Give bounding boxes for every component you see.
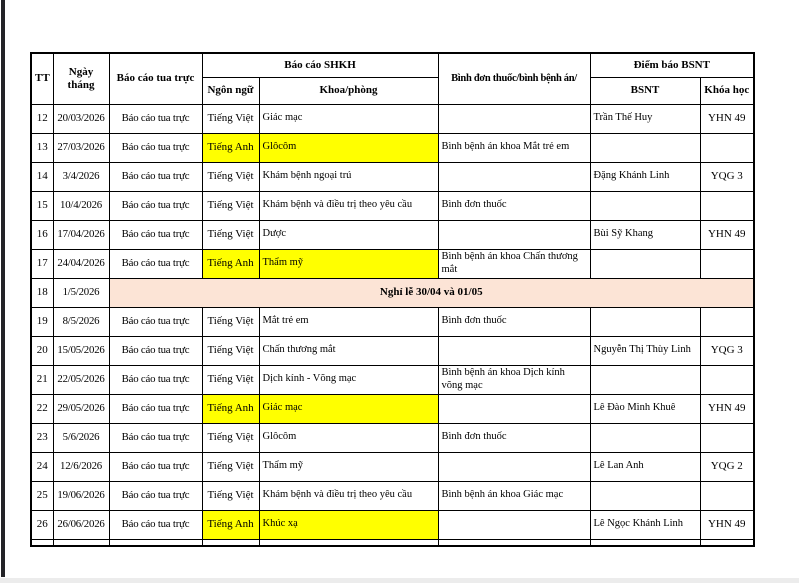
cell-language: Tiếng Việt (202, 423, 259, 452)
header-khoa-phong: Khoa/phòng (259, 77, 438, 104)
cell-khoa-phong: Mắt trẻ em (259, 307, 438, 336)
cell-empty (438, 539, 590, 546)
table-row (31, 510, 754, 539)
header-bao-cao-tua-truc: Báo cáo tua trực (109, 53, 202, 104)
table-row (31, 452, 754, 481)
cell-tua-truc: Báo cáo tua trực (109, 452, 202, 481)
cell-tt: 26 (31, 510, 53, 539)
cell-tua-truc: Báo cáo tua trực (109, 423, 202, 452)
cell-date: 8/5/2026 (53, 307, 109, 336)
cell-language: Tiếng Việt (202, 307, 259, 336)
cell-tt: 24 (31, 452, 53, 481)
cell-tua-truc: Báo cáo tua trực (109, 249, 202, 278)
table-row (31, 191, 754, 220)
cell-bsnt-name (590, 307, 700, 336)
cell-language: Tiếng Anh (202, 510, 259, 539)
cell-date: 1/5/2026 (53, 278, 109, 307)
cell-tua-truc: Báo cáo tua trực (109, 162, 202, 191)
cell-khoa-phong: Khám bệnh ngoại trú (259, 162, 438, 191)
cell-khoa-phong: Khám bệnh và điều trị theo yêu cầu (259, 481, 438, 510)
cell-khoa-hoc (700, 423, 754, 452)
cell-empty (590, 539, 700, 546)
cell-language: Tiếng Việt (202, 104, 259, 133)
cell-tt: 25 (31, 481, 53, 510)
holiday-row (31, 278, 754, 307)
table-row (31, 220, 754, 249)
cell-khoa-phong: Khúc xạ (259, 510, 438, 539)
header-binh-don-thuoc: Bình đơn thuốc/bình bệnh án/ (438, 53, 590, 104)
cell-khoa-hoc: YHN 49 (700, 394, 754, 423)
cell-khoa-phong: Giác mạc (259, 104, 438, 133)
cell-binh: Bình bệnh án khoa Dịch kính võng mạc (438, 365, 590, 394)
table-row (31, 249, 754, 278)
header-diem-bao-bsnt: Điểm báo BSNT (590, 53, 754, 77)
cell-date: 12/6/2026 (53, 452, 109, 481)
cell-bsnt-name (590, 423, 700, 452)
cell-bsnt-name: Nguyễn Thị Thùy Linh (590, 336, 700, 365)
cell-bsnt-name: Lê Lan Anh (590, 452, 700, 481)
table-row (31, 307, 754, 336)
cell-khoa-phong: Giác mạc (259, 394, 438, 423)
header-bsnt: BSNT (590, 77, 700, 104)
cell-empty (53, 539, 109, 546)
header-tt: TT (31, 53, 53, 104)
cell-tt: 16 (31, 220, 53, 249)
cell-date: 3/4/2026 (53, 162, 109, 191)
cell-binh (438, 220, 590, 249)
cell-language: Tiếng Anh (202, 133, 259, 162)
cell-date: 27/03/2026 (53, 133, 109, 162)
cell-khoa-phong: Dược (259, 220, 438, 249)
cell-bsnt-name: Lê Đào Minh Khuê (590, 394, 700, 423)
cell-binh: Bình bệnh án khoa Giác mạc (438, 481, 590, 510)
cell-tua-truc: Báo cáo tua trực (109, 336, 202, 365)
header-ngon-ngu: Ngôn ngữ (202, 77, 259, 104)
empty-stub-row (31, 539, 754, 546)
table-row (31, 423, 754, 452)
cell-bsnt-name: Đặng Khánh Linh (590, 162, 700, 191)
cell-date: 10/4/2026 (53, 191, 109, 220)
header-row-1 (31, 53, 754, 77)
cell-tt: 12 (31, 104, 53, 133)
cell-language: Tiếng Việt (202, 336, 259, 365)
cell-khoa-phong: Glôcôm (259, 423, 438, 452)
cell-khoa-hoc (700, 481, 754, 510)
cell-date: 5/6/2026 (53, 423, 109, 452)
cell-date: 20/03/2026 (53, 104, 109, 133)
cell-bsnt-name (590, 481, 700, 510)
page-edge-left (1, 0, 5, 577)
cell-bsnt-name: Bùi Sỹ Khang (590, 220, 700, 249)
cell-date: 22/05/2026 (53, 365, 109, 394)
cell-language: Tiếng Anh (202, 249, 259, 278)
cell-khoa-phong: Chấn thương mắt (259, 336, 438, 365)
schedule-table-body (31, 104, 754, 546)
cell-date: 26/06/2026 (53, 510, 109, 539)
cell-binh: Bình bệnh án khoa Mắt trẻ em (438, 133, 590, 162)
cell-binh (438, 510, 590, 539)
cell-khoa-hoc (700, 191, 754, 220)
cell-date: 24/04/2026 (53, 249, 109, 278)
table-row (31, 481, 754, 510)
table-row (31, 365, 754, 394)
cell-tua-truc: Báo cáo tua trực (109, 365, 202, 394)
cell-tt: 23 (31, 423, 53, 452)
cell-tt: 20 (31, 336, 53, 365)
cell-tt: 19 (31, 307, 53, 336)
cell-tt: 14 (31, 162, 53, 191)
table-row (31, 394, 754, 423)
cell-binh: Bình đơn thuốc (438, 307, 590, 336)
cell-language: Tiếng Việt (202, 452, 259, 481)
cell-language: Tiếng Việt (202, 220, 259, 249)
cell-tua-truc: Báo cáo tua trực (109, 481, 202, 510)
cell-date: 19/06/2026 (53, 481, 109, 510)
cell-khoa-phong: Dịch kính - Võng mạc (259, 365, 438, 394)
cell-binh (438, 336, 590, 365)
cell-binh (438, 452, 590, 481)
table-row (31, 336, 754, 365)
cell-bsnt-name: Lê Ngọc Khánh Linh (590, 510, 700, 539)
cell-language: Tiếng Việt (202, 162, 259, 191)
cell-bsnt-name (590, 365, 700, 394)
cell-tt: 15 (31, 191, 53, 220)
cell-tua-truc: Báo cáo tua trực (109, 191, 202, 220)
cell-tua-truc: Báo cáo tua trực (109, 394, 202, 423)
cell-empty (31, 539, 53, 546)
cell-khoa-phong: Thẩm mỹ (259, 452, 438, 481)
cell-tt: 21 (31, 365, 53, 394)
cell-khoa-phong: Thẩm mỹ (259, 249, 438, 278)
cell-khoa-hoc (700, 365, 754, 394)
cell-bsnt-name (590, 249, 700, 278)
header-bao-cao-shkh: Báo cáo SHKH (202, 53, 438, 77)
cell-khoa-hoc: YHN 49 (700, 510, 754, 539)
cell-khoa-hoc: YQG 2 (700, 452, 754, 481)
cell-tt: 18 (31, 278, 53, 307)
cell-khoa-phong: Glôcôm (259, 133, 438, 162)
cell-bsnt-name: Trần Thế Huy (590, 104, 700, 133)
cell-binh (438, 104, 590, 133)
cell-binh: Bình đơn thuốc (438, 191, 590, 220)
cell-tt: 13 (31, 133, 53, 162)
cell-khoa-hoc: YHN 49 (700, 220, 754, 249)
cell-khoa-hoc: YQG 3 (700, 162, 754, 191)
schedule-table (30, 52, 755, 547)
cell-tua-truc: Báo cáo tua trực (109, 220, 202, 249)
cell-language: Tiếng Việt (202, 365, 259, 394)
cell-empty (109, 539, 202, 546)
cell-binh: Bình bệnh án khoa Chấn thương mắt (438, 249, 590, 278)
cell-date: 15/05/2026 (53, 336, 109, 365)
cell-khoa-hoc (700, 133, 754, 162)
cell-empty (202, 539, 259, 546)
cell-date: 29/05/2026 (53, 394, 109, 423)
cell-tua-truc: Báo cáo tua trực (109, 510, 202, 539)
cell-bsnt-name (590, 191, 700, 220)
cell-binh: Bình đơn thuốc (438, 423, 590, 452)
cell-tua-truc: Báo cáo tua trực (109, 104, 202, 133)
cell-language: Tiếng Việt (202, 191, 259, 220)
cell-binh (438, 394, 590, 423)
header-ngay-thang: Ngày tháng (53, 53, 109, 104)
table-row (31, 133, 754, 162)
table-row (31, 162, 754, 191)
cell-tt: 17 (31, 249, 53, 278)
cell-language: Tiếng Việt (202, 481, 259, 510)
cell-language: Tiếng Anh (202, 394, 259, 423)
header-khoa-hoc: Khóa học (700, 77, 754, 104)
cell-khoa-phong: Khám bệnh và điều trị theo yêu cầu (259, 191, 438, 220)
cell-tua-truc: Báo cáo tua trực (109, 307, 202, 336)
cell-binh (438, 162, 590, 191)
cell-holiday-note: Nghỉ lễ 30/04 và 01/05 (109, 278, 754, 307)
cell-date: 17/04/2026 (53, 220, 109, 249)
cell-empty (700, 539, 754, 546)
cell-tua-truc: Báo cáo tua trực (109, 133, 202, 162)
table-row (31, 104, 754, 133)
cell-bsnt-name (590, 133, 700, 162)
cell-empty (259, 539, 438, 546)
cell-khoa-hoc: YHN 49 (700, 104, 754, 133)
cell-khoa-hoc (700, 249, 754, 278)
page-edge-bottom (0, 578, 799, 583)
cell-tt: 22 (31, 394, 53, 423)
cell-khoa-hoc (700, 307, 754, 336)
cell-khoa-hoc: YQG 3 (700, 336, 754, 365)
